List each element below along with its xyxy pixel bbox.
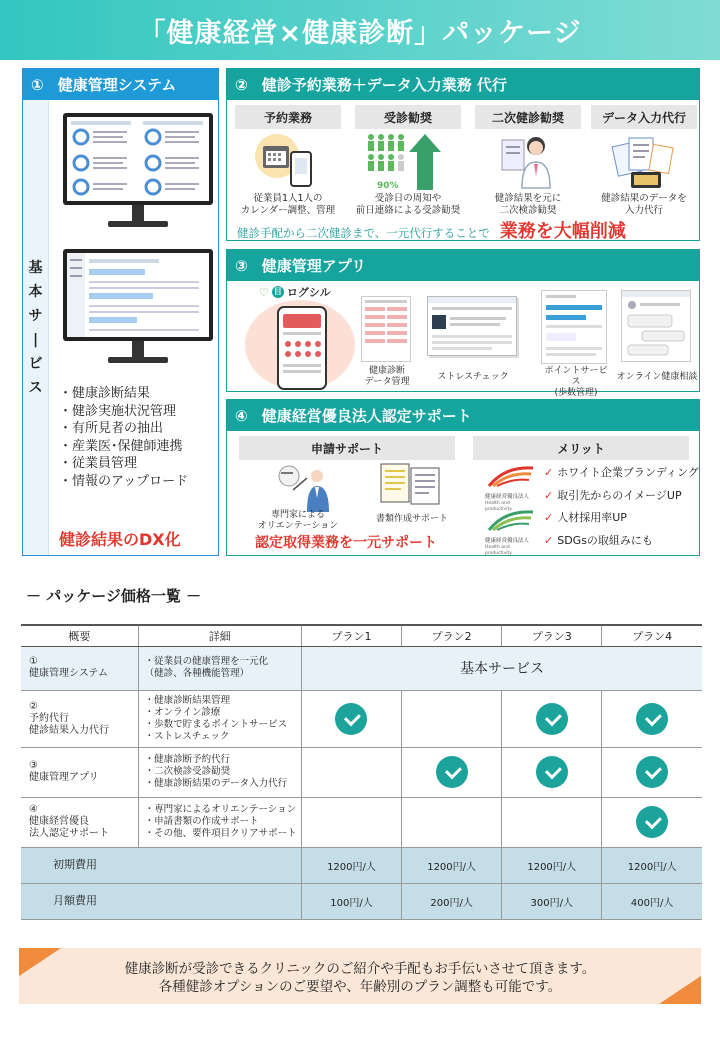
app-brand-name: ログシル — [286, 286, 331, 299]
section-title: 健診予約業務＋データ入力業務 代行 — [261, 76, 507, 94]
agency-tagline — [237, 217, 626, 243]
app-brand — [259, 284, 331, 300]
check-icon: ✓ — [544, 466, 554, 479]
detail-line: （健診、各種機能管理） — [144, 668, 250, 679]
check-icon: ✓ — [544, 511, 554, 524]
section-header — [227, 250, 699, 281]
detail-line: ・二次検診受診勧奨 — [144, 766, 231, 777]
detail-line: ・従業員の健康管理を一元化 — [144, 656, 269, 667]
service-caption — [355, 193, 461, 217]
phone-mockup-image — [277, 306, 327, 390]
percentage-label: 90% — [377, 181, 399, 191]
merit-list — [544, 462, 699, 552]
logo-text: 健康経営優良法人 — [485, 494, 530, 500]
plan-cell — [602, 797, 702, 847]
logo-subtext: Health and productivity — [485, 545, 512, 556]
section-reservation-agency — [226, 68, 700, 241]
section-header — [227, 69, 699, 100]
row-name: 予約代行 健診結果入力代行 — [29, 712, 109, 736]
app-feature-label — [541, 366, 611, 399]
list-item: ・健診実施状況管理 — [59, 403, 177, 419]
certification-logo-green — [485, 508, 537, 557]
caption-line: 入力代行 — [624, 205, 663, 216]
plan-cell — [602, 690, 702, 747]
support-line: 専門家による — [270, 510, 325, 520]
feature-line: ポイントサービス — [544, 366, 608, 387]
logo-text: 健康経営優良法人 — [485, 538, 530, 544]
section-title: 健康管理アプリ — [261, 257, 367, 275]
header-plan-3: プラン3 — [502, 625, 602, 646]
list-item: ・従業員管理 — [59, 456, 138, 471]
check-circle-icon — [436, 756, 468, 788]
certification-tagline: 認定取得業務を一元サポート — [255, 535, 437, 551]
monitor-dashboard-image — [63, 113, 213, 227]
monthly-cost-row — [21, 883, 702, 919]
app-feature-label — [427, 372, 519, 383]
merit-item — [544, 530, 699, 553]
detail-line: ・歩数で貯まるポイントサービス — [144, 718, 288, 730]
check-circle-icon — [636, 756, 668, 788]
detail-line: ・ストレスチェック — [144, 730, 230, 742]
table-row — [21, 646, 702, 690]
tagline-highlight: 業務を大幅削減 — [499, 221, 626, 242]
section-health-app — [226, 249, 700, 398]
health-data-screenshot — [361, 296, 411, 362]
logo-subtext: Health and productivity — [485, 501, 512, 512]
dx-tagline: 健診結果のDX化 — [59, 530, 181, 549]
people-arrow-icon — [355, 129, 461, 193]
monthly-cost-plan-2: 200円/人 — [402, 883, 502, 919]
basic-service-vertical-label — [23, 100, 49, 555]
row-number: ③ — [29, 760, 38, 771]
section-number: ② — [235, 75, 248, 94]
service-tag: データ入力代行 — [591, 105, 697, 129]
side-char: 本 — [28, 283, 43, 300]
side-char: | — [32, 331, 39, 348]
row-name: 健康管理アプリ — [29, 772, 99, 783]
merit-item — [544, 485, 699, 508]
feature-line: ストレスチェック — [437, 372, 509, 382]
row-detail — [138, 747, 301, 797]
app-feature-label — [613, 372, 701, 383]
service-reservation — [235, 105, 341, 217]
service-caption — [475, 193, 581, 217]
check-icon: ✓ — [544, 488, 554, 502]
merit-text: SDGsの取組みにも — [557, 533, 653, 547]
feature-line: 健康診断 — [368, 366, 405, 376]
service-caption — [235, 193, 341, 217]
price-list-title: － パッケージ価格一覧 － — [26, 587, 202, 605]
plan-cell — [502, 690, 602, 747]
presenter-icon — [267, 462, 337, 516]
service-tag: 二次健診勧奨 — [475, 105, 581, 129]
monthly-cost-plan-3: 300円/人 — [502, 883, 602, 919]
row-name: 健康管理システム — [29, 668, 108, 679]
feature-line: オンライン健康相談 — [616, 372, 698, 382]
check-icon: ✓ — [544, 533, 554, 547]
documents-icon — [379, 462, 443, 510]
initial-cost-label: 初期費用 — [21, 847, 301, 883]
detail-line: ・申請書類の作成サポート — [144, 816, 259, 827]
calendar-phone-icon — [235, 129, 341, 193]
detail-line: ・健康診断予約代行 — [144, 754, 231, 765]
app-feature-label — [357, 366, 417, 388]
plan-cell — [402, 690, 502, 747]
side-char: 基 — [28, 259, 43, 276]
check-circle-icon — [636, 806, 668, 838]
initial-cost-plan-1: 1200円/人 — [301, 847, 401, 883]
initial-cost-row — [21, 847, 702, 883]
caption-line: 二次検診勧奨 — [499, 205, 557, 216]
list-item: ・情報のアップロード — [59, 473, 189, 489]
detail-line: ・専門家によるオリエンテーション — [144, 804, 297, 815]
side-char: ス — [28, 379, 43, 396]
detail-line: ・健康診断結果管理 — [144, 694, 231, 706]
row-detail — [138, 690, 301, 747]
point-service-screenshot — [541, 290, 607, 364]
check-circle-icon — [636, 703, 668, 735]
section-certification-support — [226, 399, 700, 556]
row-detail — [138, 646, 301, 690]
plan-cell — [502, 797, 602, 847]
doctor-icon — [475, 129, 581, 193]
service-caption — [591, 193, 697, 217]
merit-item — [544, 462, 699, 485]
monitor-list-image — [63, 249, 213, 363]
feature-line: データ管理 — [364, 377, 410, 387]
plan-cell — [301, 690, 401, 747]
list-item: ・有所見者の抽出 — [59, 421, 164, 436]
initial-cost-plan-2: 1200円/人 — [402, 847, 502, 883]
service-data-entry — [591, 105, 697, 217]
merit-text: 取引先からのイメージUP — [557, 488, 682, 502]
monthly-cost-plan-4: 400円/人 — [602, 883, 702, 919]
support-line: オリエンテーション — [257, 521, 339, 531]
section-title: 健康管理システム — [57, 76, 177, 94]
page-header — [0, 0, 720, 60]
plan-cell — [402, 797, 502, 847]
plan-cell — [502, 747, 602, 797]
support-line: 書類作成サポート — [375, 514, 448, 524]
service-exam-encourage — [355, 105, 461, 217]
check-circle-icon — [335, 703, 367, 735]
service-tag: 予約業務 — [235, 105, 341, 129]
heart-icon: ♡ — [259, 285, 269, 299]
section-number: ① — [31, 75, 44, 94]
plan-cell — [301, 747, 401, 797]
header-plan-1: プラン1 — [301, 625, 401, 646]
row-overview — [21, 747, 138, 797]
caption-line: 従業員1人1人の — [253, 193, 323, 204]
certification-logo-red — [485, 464, 537, 513]
row-number: ④ — [29, 804, 38, 815]
caption-line: 健診結果を元に — [494, 193, 562, 204]
table-header-row — [21, 625, 702, 646]
section-number: ③ — [235, 256, 248, 275]
side-char: サ — [28, 307, 43, 324]
header-plan-4: プラン4 — [602, 625, 702, 646]
caption-line: カレンダー調整、管理 — [240, 205, 336, 216]
merit-text: ホワイト企業ブランディング — [557, 466, 699, 479]
service-secondary-exam — [475, 105, 581, 217]
section-header — [227, 400, 699, 431]
section-health-management-system — [22, 68, 219, 556]
check-circle-icon — [536, 703, 568, 735]
list-item: ・健康診断結果 — [59, 386, 151, 401]
detail-line: ・その他、要件項目クリアサポート — [144, 828, 297, 839]
app-logo-icon: 目 — [273, 287, 282, 296]
caption-line: 健診結果のデータを — [601, 193, 687, 204]
page-title: 「健康経営×健康診断」パッケージ — [138, 17, 582, 49]
documents-icon — [591, 129, 697, 193]
banner-line-2: 各種健診オプションのご要望や、年齢別のプラン調整も可能です。 — [158, 979, 562, 995]
section-header — [23, 69, 218, 100]
footer-banner — [19, 948, 701, 1004]
row-detail — [138, 797, 301, 847]
plan-cell — [301, 797, 401, 847]
row-overview — [21, 646, 138, 690]
header-plan-2: プラン2 — [402, 625, 502, 646]
row-number: ① — [29, 656, 38, 667]
merit-item — [544, 507, 699, 530]
feature-line: (歩数管理) — [554, 388, 598, 398]
header-overview: 概要 — [21, 625, 138, 646]
basic-service-list — [59, 385, 188, 490]
side-char: ビ — [28, 355, 43, 372]
row-overview — [21, 797, 138, 847]
caption-line: 前日連絡による受診勧奨 — [355, 205, 461, 216]
initial-cost-plan-3: 1200円/人 — [502, 847, 602, 883]
row-overview — [21, 690, 138, 747]
plan-cell — [602, 747, 702, 797]
caption-line: 受診日の周知や — [374, 193, 442, 204]
header-detail: 詳細 — [138, 625, 301, 646]
detail-line: ・オンライン診療 — [144, 706, 221, 718]
monthly-cost-plan-1: 100円/人 — [301, 883, 401, 919]
list-item: ・産業医･保健師連携 — [59, 438, 183, 454]
row-name: 健康経営優良 法人認定サポート — [29, 816, 109, 839]
stress-check-screenshot — [427, 296, 517, 356]
support-label — [253, 510, 343, 532]
section-title: 健康経営優良法人認定サポート — [261, 407, 472, 425]
plan-cell — [402, 747, 502, 797]
online-consult-screenshot — [621, 290, 691, 362]
table-row — [21, 797, 702, 847]
tag-application-support: 申請サポート — [239, 436, 455, 460]
row-number: ② — [29, 700, 38, 712]
initial-cost-plan-4: 1200円/人 — [602, 847, 702, 883]
support-label — [367, 514, 457, 525]
banner-line-1: 健康診断が受診できるクリニックのご紹介や手配もお手伝いさせて頂きます。 — [124, 961, 596, 977]
check-circle-icon — [536, 756, 568, 788]
detail-line: ・健康診断結果のデータ入力代行 — [144, 778, 288, 789]
merit-text: 人材採用率UP — [557, 511, 627, 524]
table-row — [21, 690, 702, 747]
table-row — [21, 747, 702, 797]
price-table — [21, 624, 702, 920]
tag-merit: メリット — [473, 436, 689, 460]
basic-service-cell: 基本サービス — [301, 646, 702, 690]
tagline-text: 健診手配から二次健診まで、一元代行することで — [237, 226, 490, 240]
service-tag: 受診勧奨 — [355, 105, 461, 129]
monthly-cost-label: 月額費用 — [21, 883, 301, 919]
section-number: ④ — [235, 406, 248, 425]
